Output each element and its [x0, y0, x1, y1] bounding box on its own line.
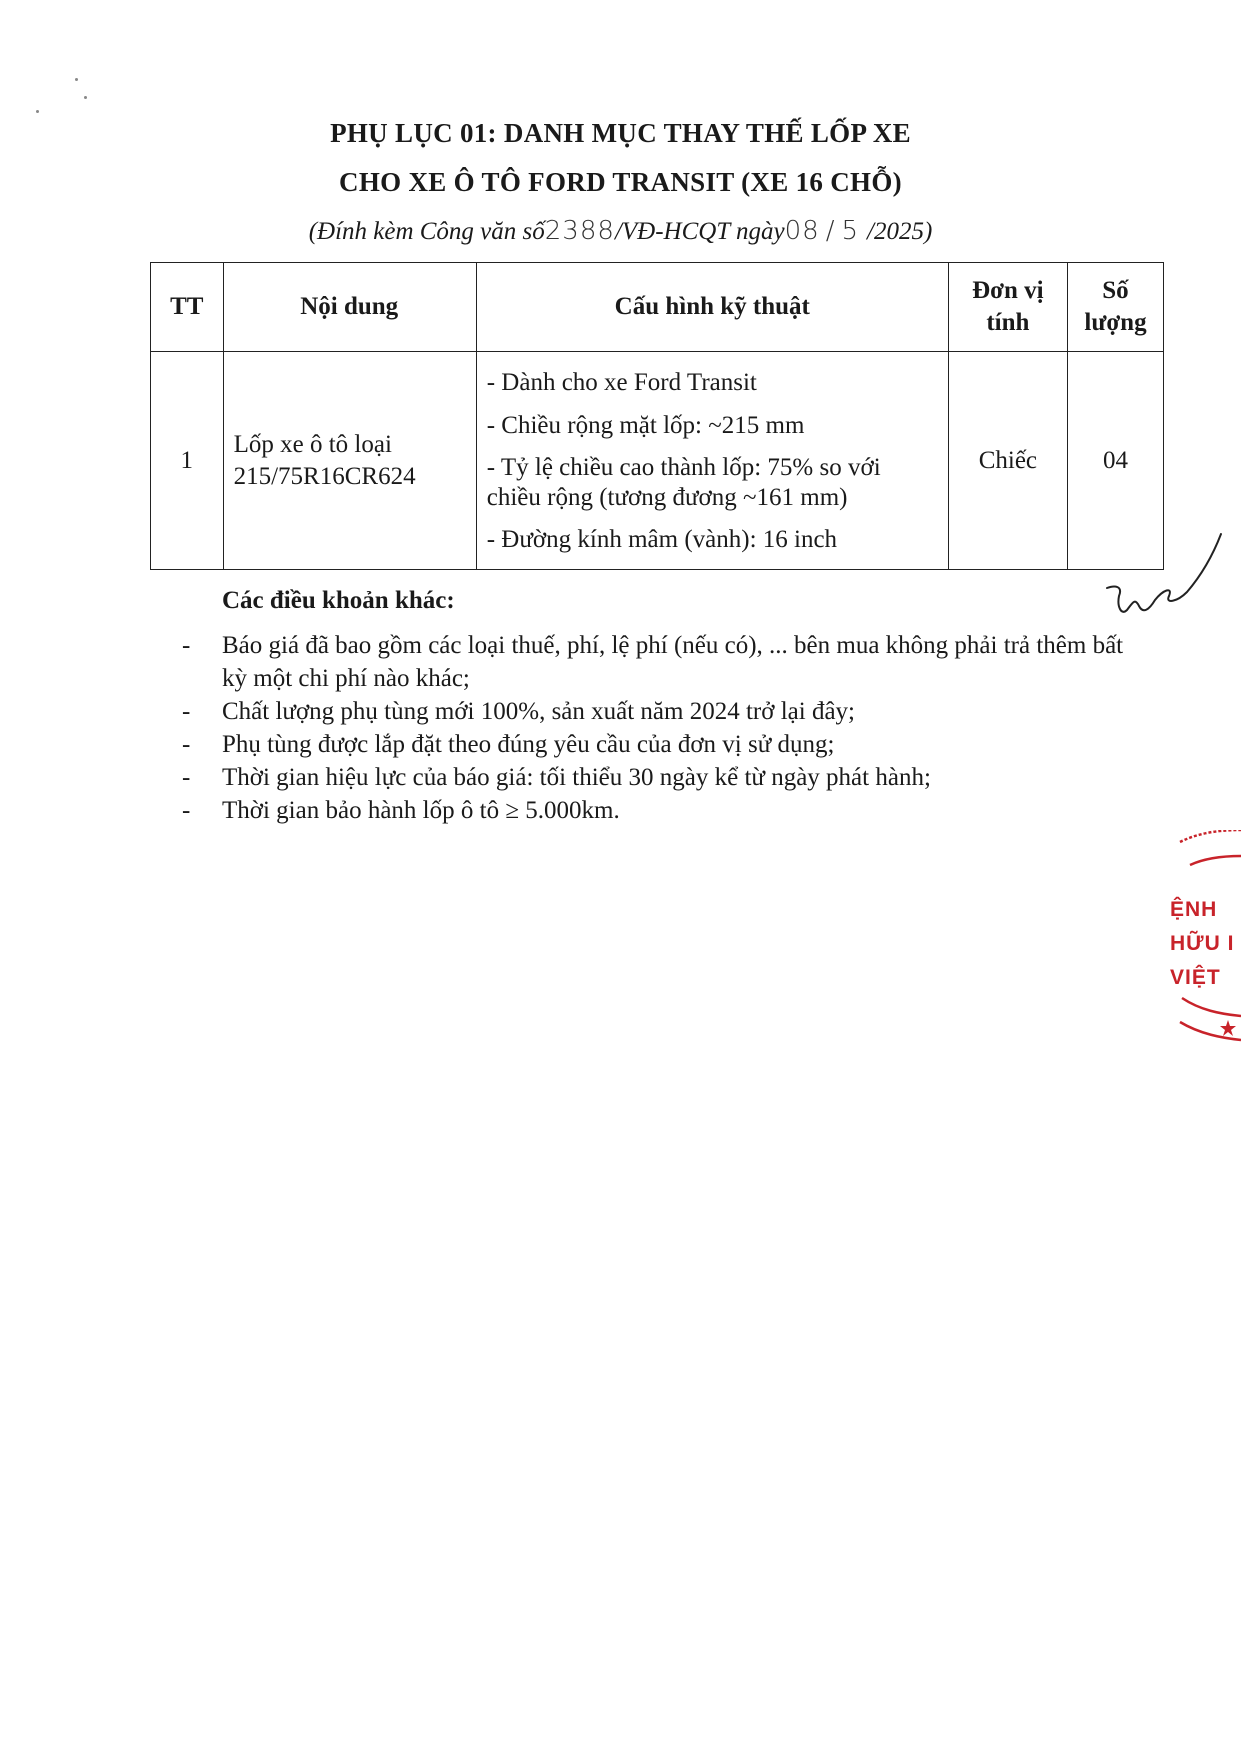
header-cau-hinh: Cấu hình kỹ thuật: [476, 263, 948, 352]
terms-list: [182, 629, 1142, 827]
cell-don-vi: Chiếc: [948, 352, 1067, 570]
cell-cau-hinh: [476, 352, 948, 570]
term-text: Phụ tùng được lắp đặt theo đúng yêu cầu của đơn vị sử dụng;: [222, 731, 835, 758]
stamp-text-line3: VIỆT: [1170, 966, 1221, 989]
document-title-line2: CHO XE Ô TÔ FORD TRANSIT (XE 16 CHỖ): [339, 167, 902, 197]
subtitle-prefix: (Đính kèm Công văn số: [308, 218, 545, 245]
subtitle-suffix: /2025): [867, 218, 933, 245]
handwritten-date-month: 5: [841, 216, 860, 246]
spec-line: - Chiều rộng mặt lốp: ~215 mm: [486, 411, 805, 439]
list-item: [182, 761, 1142, 794]
list-item: [182, 728, 1142, 761]
handwritten-date-day: 08: [784, 216, 820, 246]
date-separator: /: [825, 216, 836, 246]
header-don-vi-line2: tính: [986, 309, 1030, 336]
bullet-dash: -: [182, 764, 191, 791]
table-header-row: [151, 263, 1164, 352]
terms-heading: Các điều khoản khác:: [222, 587, 455, 614]
spec-line: - Dành cho xe Ford Transit: [486, 369, 757, 397]
bullet-dash: -: [182, 632, 191, 659]
header-don-vi: [948, 263, 1067, 352]
list-item: [182, 629, 1142, 695]
red-stamp: [1160, 830, 1241, 1050]
cell-noi-dung-line1: Lốp xe ô tô loại: [233, 431, 392, 459]
bullet-dash: -: [182, 698, 191, 725]
term-text: Thời gian hiệu lực của báo giá: tối thiểu 30 ngày kể từ ngày phát hành;: [222, 764, 931, 791]
document-subtitle: [0, 216, 1241, 246]
spec-line: - Đường kính mâm (vành): 16 inch: [486, 526, 838, 554]
document-title-line1: PHỤ LỤC 01: DANH MỤC THAY THẾ LỐP XE: [330, 118, 911, 148]
cell-noi-dung: [223, 352, 476, 570]
table-row: [151, 352, 1164, 570]
bullet-dash: -: [182, 797, 191, 824]
header-tt: TT: [151, 263, 224, 352]
list-item: [182, 695, 1142, 728]
subtitle-mid: /VĐ-HCQT ngày: [614, 218, 785, 245]
list-item: [182, 794, 1142, 827]
stamp-text-line2: HỮU I: [1170, 932, 1235, 955]
header-so-luong-line1: Số: [1102, 276, 1129, 304]
cell-tt: 1: [151, 352, 224, 570]
signature-initials-icon: [1095, 530, 1225, 630]
spec-line: - Tỷ lệ chiều cao thành lốp: 75% so với chiều rộng (tương đương ~161 mm): [486, 454, 881, 511]
bullet-dash: -: [182, 731, 191, 758]
scan-speck: [75, 78, 78, 81]
scan-speck: [36, 110, 39, 113]
stamp-text-line1: ỆNH: [1170, 898, 1218, 921]
scan-speck: [84, 96, 87, 99]
handwritten-doc-number: 2388: [544, 216, 615, 246]
tire-spec-table: [150, 262, 1164, 570]
header-noi-dung: Nội dung: [223, 263, 476, 352]
cell-noi-dung-line2: 215/75R16CR624: [233, 462, 416, 490]
term-text: Chất lượng phụ tùng mới 100%, sản xuất năm 2024 trở lại đây;: [222, 698, 855, 725]
term-text: Báo giá đã bao gồm các loại thuế, phí, lệ phí (nếu có), ... bên mua không phải trả thêm bất kỳ một chi phí nào khác;: [222, 632, 1124, 692]
term-text: Thời gian bảo hành lốp ô tô ≥ 5.000km.: [222, 797, 620, 824]
header-don-vi-line1: Đơn vị: [972, 276, 1044, 304]
header-so-luong: [1067, 263, 1163, 352]
cell-so-luong: 04: [1067, 352, 1163, 570]
header-so-luong-line2: lượng: [1084, 309, 1147, 336]
